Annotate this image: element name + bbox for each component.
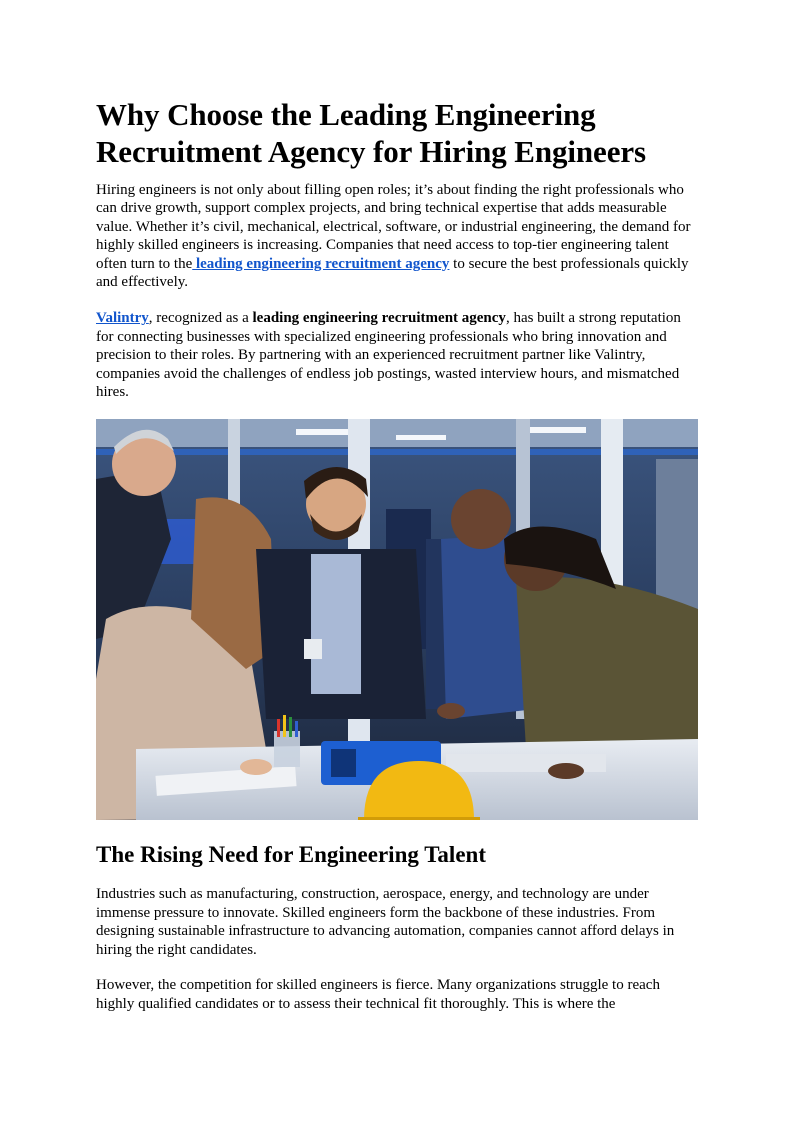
valintry-link[interactable]: Valintry <box>96 310 149 327</box>
valintry-text-b: , has built a strong reputation for connecting businesses with specialized engineering professionals who bring innovation and precision to their roles. By partnering with an experienced recruitment partner like Valintry, companies avoid the challenges of endless job postings, wasted interview hours, and mismatched hires. <box>96 310 681 401</box>
valintry-text-a: , recognized as a <box>148 310 253 327</box>
intro-text-before-link: Hiring engineers is not only about filling open roles; it’s about finding the right professionals who can drive growth, support complex projects, and bring technical expertise that adds measurable value. Whether it’s civil, mechanical, electrical, software, or industrial engineering, the demand for highly skilled engineers is increasing. Companies that need access to top-tier engineering talent often turn to the <box>96 182 691 272</box>
article <box>96 96 700 1013</box>
valintry-paragraph <box>96 309 700 401</box>
intro-paragraph <box>96 181 700 291</box>
section-paragraph-1: Industries such as manufacturing, construction, aerospace, energy, and technology are under immense pressure to innovate. Skilled engineers form the backbone of these industries. From designing sustainable infrastructure to advancing automation, companies cannot afford delays in hiring the right candidates. <box>96 886 675 958</box>
intro-text-after-link: to secure the best professionals quickly and effectively. <box>96 255 689 291</box>
section-paragraph-2: However, the competition for skilled engineers is fierce. Many organizations struggle to reach highly qualified candidates or to assess their technical fit thoroughly. This is where the <box>96 977 660 1012</box>
recruitment-agency-link[interactable]: leading engineering recruitment agency <box>192 255 450 272</box>
article-title: Why Choose the Leading Engineering Recruitment Agency for Hiring Engineers <box>96 97 646 169</box>
valintry-bold-text: leading engineering recruitment agency <box>252 310 506 327</box>
section-heading: The Rising Need for Engineering Talent <box>96 842 486 868</box>
team-meeting-photo <box>96 419 698 820</box>
